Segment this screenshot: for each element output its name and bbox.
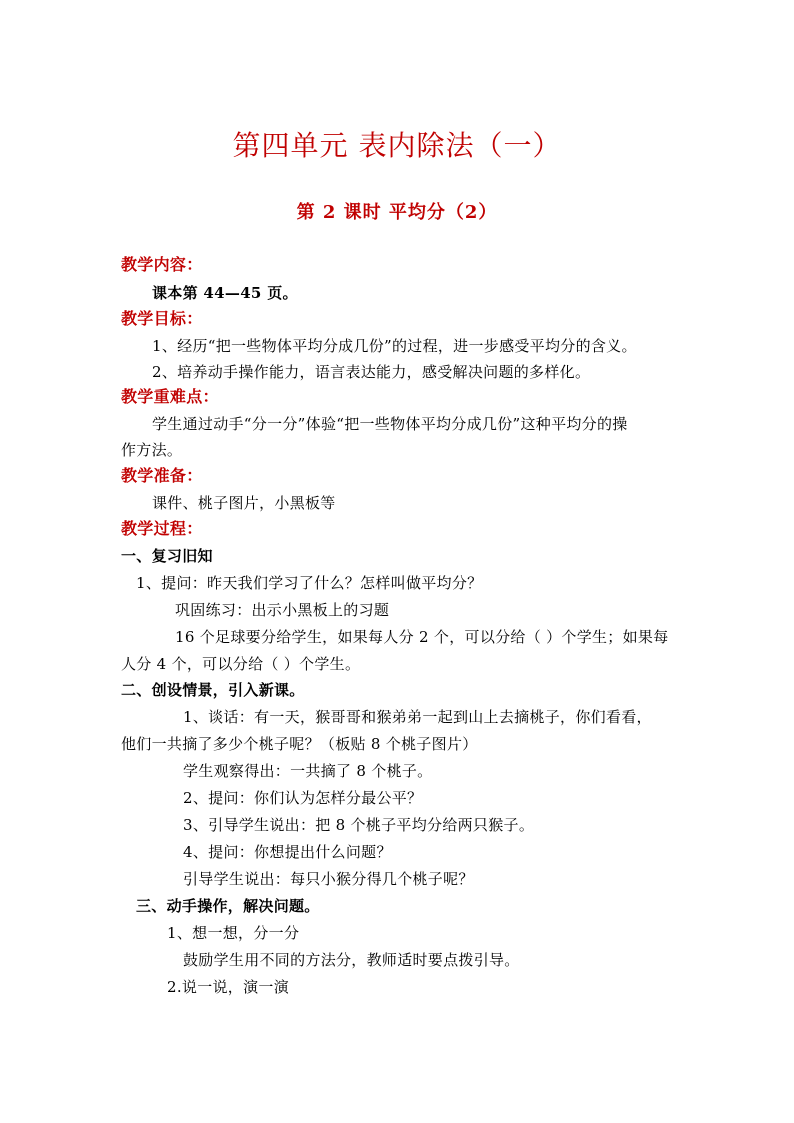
lesson-subtitle: 第 2 课时 平均分（2） — [296, 202, 498, 223]
section-1-item-3: 16 个足球要分给学生，如果每人分 2 个，可以分给（ ）个学生；如果每 — [175, 628, 669, 646]
section-2-item-3: 学生观察得出：一共摘了 8 个桃子。 — [183, 762, 433, 780]
heading-teaching-goals: 教学目标： — [121, 309, 203, 328]
section-2-item-4: 2、提问：你们认为怎样分最公平？ — [183, 789, 423, 807]
heading-teaching-content: 教学内容： — [121, 255, 203, 274]
section-1-item-1: 1、提问：昨天我们学习了什么？怎样叫做平均分？ — [136, 574, 483, 592]
heading-teaching-process: 教学过程： — [121, 519, 203, 538]
preparation-text: 课件、桃子图片，小黑板等 — [152, 494, 336, 512]
goal-1: 1、经历“把一些物体平均分成几份”的过程，进一步感受平均分的含义。 — [152, 337, 637, 355]
section-1-item-2: 巩固练习：出示小黑板上的习题 — [175, 601, 390, 619]
section-3-item-2: 鼓励学生用不同的方法分，教师适时要点拨引导。 — [183, 951, 520, 969]
section-2-item-5: 3、引导学生说出：把 8 个桃子平均分给两只猴子。 — [183, 816, 535, 834]
key-points-line-1: 学生通过动手“分一分”体验“把一些物体平均分成几份”这种平均分的操 — [152, 415, 628, 433]
heading-key-points: 教学重难点： — [121, 387, 219, 406]
section-1-title: 一、复习旧知 — [121, 547, 213, 565]
key-points-line-2: 作方法。 — [121, 441, 183, 459]
section-2-item-7: 引导学生说出：每只小猴分得几个桃子呢？ — [183, 870, 474, 888]
section-2-item-6: 4、提问：你想提出什么问题？ — [183, 843, 392, 861]
section-2-item-1: 1、谈话：有一天，猴哥哥和猴弟弟一起到山上去摘桃子，你们看看， — [183, 708, 652, 726]
section-1-item-4: 人分 4 个，可以分给（ ）个学生。 — [121, 655, 361, 673]
section-3-title: 三、动手操作，解决问题。 — [136, 897, 320, 915]
section-2-title: 二、创设情景，引入新课。 — [121, 681, 305, 699]
section-3-item-3: 2.说一说，演一演 — [167, 978, 290, 996]
page-title: 第四单元 表内除法（一） — [232, 129, 562, 162]
section-2-item-2: 他们一共摘了多少个桃子呢？（板贴 8 个桃子图片） — [121, 735, 478, 753]
heading-preparation: 教学准备： — [121, 466, 203, 485]
goal-2: 2、培养动手操作能力，语言表达能力，感受解决问题的多样化。 — [152, 363, 591, 381]
teaching-content-text: 课本第 44—45 页。 — [152, 284, 298, 302]
section-3-item-1: 1、想一想，分一分 — [167, 924, 300, 942]
